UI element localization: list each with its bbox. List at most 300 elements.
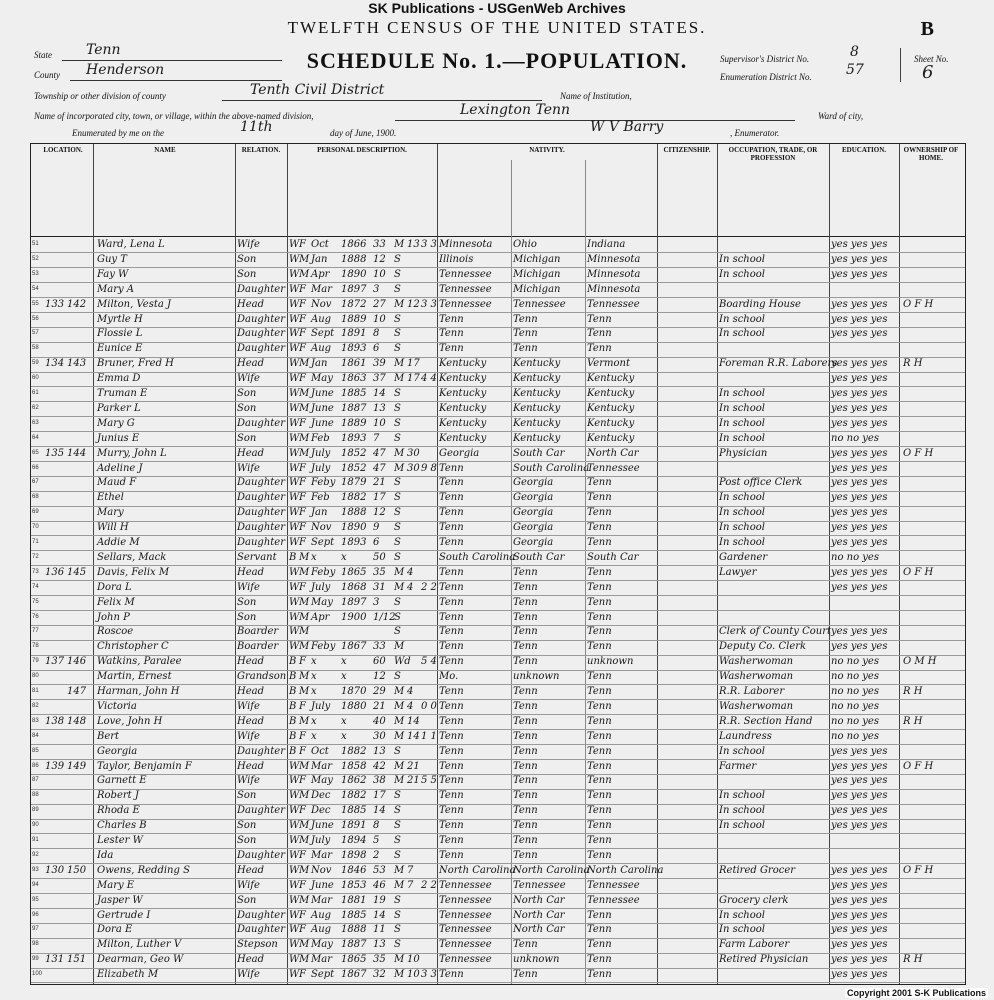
cell-month: x: [311, 671, 317, 683]
cell-dwelling: [45, 267, 65, 282]
cell-children: 2 2: [421, 879, 437, 891]
cell-occupation: Washerwoman: [719, 656, 794, 668]
line-number: 52: [32, 255, 39, 262]
cell-dwelling: 134: [45, 358, 65, 370]
cell-mother: Tenn: [587, 969, 612, 981]
cell-own: [903, 282, 963, 297]
cell-birth: Tenn: [439, 581, 464, 593]
cell-children: [421, 550, 437, 565]
cell-year: 1846: [341, 864, 367, 876]
cell-education: [831, 595, 899, 610]
cell-father: South Car: [513, 447, 565, 459]
cell-marital: S: [394, 671, 401, 683]
cell-dwelling: [45, 893, 65, 908]
cell-education: yes yes yes: [831, 820, 888, 832]
cell-year: 1865: [341, 566, 367, 578]
cell-dwelling: [45, 386, 65, 401]
cell-relation: Son: [237, 820, 257, 832]
cell-month: Apr: [311, 611, 330, 623]
cell-month: Mar: [311, 849, 332, 861]
enumeration-label: Enumeration District No.: [720, 72, 812, 82]
cell-family: [67, 580, 91, 595]
cell-month: x: [311, 686, 317, 697]
cell-race: W: [289, 343, 300, 355]
cell-relation: Wife: [237, 879, 260, 891]
cell-family: 146: [67, 656, 87, 668]
state-value: Tenn: [86, 42, 121, 58]
cell-race: W: [289, 760, 300, 772]
cell-age: 50: [373, 551, 386, 563]
cell-race: W: [289, 641, 300, 653]
cell-own: [903, 878, 963, 893]
cell-year: 1868: [341, 581, 367, 593]
group-relation: RELATION.: [241, 146, 281, 154]
cell-father: Tenn: [513, 775, 538, 787]
cell-children: [421, 416, 437, 431]
cell-own: [903, 341, 963, 356]
cell-year: 1897: [341, 283, 367, 295]
cell-education: yes yes yes: [831, 969, 888, 981]
cell-own: [903, 371, 963, 386]
cell-own: R H: [903, 715, 923, 727]
cell-race: W: [289, 939, 300, 951]
cell-father: Michigan: [513, 268, 561, 280]
line-number: 76: [32, 613, 39, 620]
cell-education: no no yes: [831, 432, 879, 444]
cell-sex: F: [299, 417, 306, 429]
cell-marital: M: [394, 879, 405, 891]
cell-dwelling: 135: [45, 447, 65, 459]
cell-race: W: [289, 432, 300, 444]
cell-birth: Tennessee: [439, 894, 492, 906]
cell-name: Dora L: [97, 581, 132, 593]
cell-children: [421, 684, 437, 699]
cell-birth: Tenn: [439, 611, 464, 623]
cell-name: Ida: [97, 849, 114, 861]
cell-mother: Indiana: [587, 239, 626, 250]
cell-own: [903, 848, 963, 863]
cell-education: yes yes yes: [831, 239, 888, 250]
line-number: 51: [32, 241, 39, 247]
cell-relation: Daughter: [237, 492, 285, 504]
cell-education: yes yes yes: [831, 775, 888, 787]
cell-year: 1867: [341, 641, 367, 653]
cell-birth: Tenn: [439, 507, 464, 519]
cell-birth: Tenn: [439, 343, 464, 355]
copyright-notice: Copyright 2001 S-K Publications: [846, 988, 986, 998]
cell-race: W: [289, 388, 300, 399]
cell-father: North Car: [513, 894, 565, 906]
group-nativity: NATIVITY.: [529, 146, 565, 154]
line-number: 54: [32, 285, 39, 292]
cell-race: W: [289, 522, 300, 534]
cell-mother: Tenn: [587, 700, 612, 712]
line-number: 58: [32, 345, 39, 352]
cell-age: 32: [373, 969, 386, 981]
cell-mother: Tenn: [587, 641, 612, 653]
cell-family: [67, 267, 91, 282]
cell-year: 1882: [341, 745, 367, 757]
cell-father: Tenn: [513, 969, 538, 981]
cell-birth: Tenn: [439, 805, 464, 817]
cell-age: 5: [373, 835, 380, 846]
cell-occupation: R.R. Laborer: [719, 686, 785, 697]
cell-mother: Tenn: [587, 835, 612, 846]
cell-years-married: [407, 654, 421, 669]
cell-birth: Tenn: [439, 686, 464, 697]
cell-mother: Tenn: [587, 343, 612, 355]
cell-children: 9 8: [421, 462, 437, 474]
cell-own: O F H: [903, 566, 934, 578]
cell-relation: Son: [237, 432, 257, 444]
cell-sex: F: [299, 775, 306, 787]
cell-education: yes yes yes: [831, 954, 888, 966]
cell-name: Emma D: [97, 373, 141, 385]
line-number: 89: [32, 807, 39, 814]
cell-father: Tenn: [513, 313, 538, 325]
cell-own: O F H: [903, 864, 934, 876]
cell-own: [903, 416, 963, 431]
cell-years-married: [407, 252, 421, 267]
cell-own: [903, 237, 963, 252]
cell-occupation: [719, 282, 829, 297]
group-location: LOCATION.: [43, 146, 83, 154]
cell-mother: Kentucky: [587, 373, 635, 385]
cell-month: Aug: [311, 924, 332, 936]
city-label: Name of incorporated city, town, or village, within the above-named division,: [34, 111, 314, 121]
line-number: 88: [32, 792, 39, 799]
cell-years-married: [407, 803, 421, 818]
cell-children: 0 0: [421, 700, 437, 712]
line-number: 81: [32, 688, 39, 694]
cell-mother: Kentucky: [587, 388, 635, 399]
group-occupation: OCCUPATION, TRADE, OR PROFESSION: [728, 146, 818, 162]
cell-mother: Kentucky: [587, 402, 635, 414]
cell-education: yes yes yes: [831, 641, 888, 653]
cell-years-married: [407, 386, 421, 401]
cell-birth: Tennessee: [439, 298, 492, 310]
cell-relation: Head: [237, 954, 265, 966]
cell-father: Tenn: [513, 343, 538, 355]
cell-mother: Kentucky: [587, 432, 635, 444]
line-number: 98: [32, 941, 39, 948]
cell-birth: Minnesota: [439, 239, 493, 250]
cell-race: B: [289, 656, 297, 668]
cell-family: [67, 699, 91, 714]
cell-relation: Daughter: [237, 477, 285, 489]
cell-children: [421, 535, 437, 550]
cell-father: Kentucky: [513, 358, 561, 370]
cell-race: W: [289, 328, 300, 340]
cell-age: [373, 624, 393, 639]
cell-name: Bert: [97, 730, 120, 742]
cell-sex: M: [299, 611, 310, 623]
cell-education: yes yes yes: [831, 805, 888, 817]
line-number: 59: [32, 360, 39, 367]
cell-relation: Daughter: [237, 507, 285, 519]
cell-mother: Tenn: [587, 313, 612, 325]
county-rule: [70, 80, 282, 81]
cell-children: [421, 624, 437, 639]
cell-occupation: In school: [719, 388, 765, 399]
cell-relation: Daughter: [237, 849, 285, 861]
cell-year: 1898: [341, 849, 367, 861]
cell-mother: Tenn: [587, 745, 612, 757]
group-citizenship: CITIZENSHIP.: [663, 146, 711, 154]
cell-father: Tenn: [513, 849, 538, 861]
cell-family: [67, 639, 91, 654]
cell-year: 1887: [341, 939, 367, 951]
cell-father: Tenn: [513, 745, 538, 757]
line-number: 69: [32, 509, 39, 516]
cell-age: 9: [373, 522, 380, 534]
cell-birth: Tenn: [439, 596, 464, 608]
cell-month: Mar: [311, 954, 332, 966]
cell-mother: Tenn: [587, 760, 612, 772]
cell-dwelling: [45, 341, 65, 356]
cell-name: Milton, Vesta J: [97, 298, 171, 310]
cell-own: [903, 967, 963, 982]
cell-education: [831, 341, 899, 356]
cell-race: W: [289, 805, 300, 817]
cell-relation: Wife: [237, 730, 260, 742]
cell-marital: S: [394, 596, 401, 608]
cell-own: [903, 803, 963, 818]
cell-children: 1 1: [421, 730, 437, 742]
cell-years-married: [407, 624, 421, 639]
cell-father: Kentucky: [513, 432, 561, 444]
cell-race: W: [289, 402, 300, 414]
cell-marital: S: [394, 820, 401, 832]
enumerated-day: 11th: [240, 119, 273, 135]
cell-year: 1885: [341, 909, 367, 921]
line-number: 56: [32, 315, 39, 322]
cell-age: 10: [373, 417, 386, 429]
cell-sex: F: [299, 298, 306, 310]
cell-own: [903, 729, 963, 744]
cell-education: yes yes yes: [831, 522, 888, 534]
cell-year: 1894: [341, 835, 367, 846]
cell-month: Oct: [311, 239, 329, 250]
cell-name: Elizabeth M: [97, 969, 159, 981]
cell-year: 1893: [341, 432, 367, 444]
cell-relation: Son: [237, 894, 257, 906]
cell-race: B: [289, 686, 297, 697]
cell-father: Tennessee: [513, 298, 566, 310]
state-label: State: [34, 50, 52, 60]
cell-family: [67, 624, 91, 639]
cell-mother: Tenn: [587, 596, 612, 608]
cell-father: Georgia: [513, 507, 554, 519]
cell-children: [421, 431, 437, 446]
cell-month: Sept: [311, 537, 335, 548]
cell-family: 151: [67, 954, 87, 966]
cell-mother: Tenn: [587, 820, 612, 832]
cell-month: Feby: [311, 641, 336, 653]
cell-year: 1885: [341, 805, 367, 817]
cell-sex: F: [299, 581, 306, 593]
cell-birth: Kentucky: [439, 402, 487, 414]
cell-father: Tenn: [513, 611, 538, 623]
cell-marital: S: [394, 268, 401, 280]
cell-name: Dearman, Geo W: [97, 954, 184, 966]
cell-year: 1882: [341, 790, 367, 802]
cell-dwelling: [45, 669, 65, 684]
cell-month: x: [311, 715, 317, 727]
cell-father: Tenn: [513, 626, 538, 638]
cell-family: [67, 535, 91, 550]
county-value: Henderson: [86, 62, 165, 78]
line-number: 78: [32, 643, 39, 650]
cell-education: yes yes yes: [831, 402, 888, 414]
cell-marital: S: [394, 283, 401, 295]
supervisor-label: Supervisor's District No.: [720, 54, 810, 64]
cell-father: North Car: [513, 909, 565, 921]
cell-relation: Son: [237, 790, 257, 802]
cell-dwelling: [45, 788, 65, 803]
cell-occupation: In school: [719, 924, 765, 936]
cell-dwelling: [45, 490, 65, 505]
cell-birth: Tennessee: [439, 283, 492, 295]
cell-sex: M: [299, 715, 310, 727]
enumerator-value: W V Barry: [590, 119, 664, 135]
cell-children: [421, 326, 437, 341]
cell-birth: Tenn: [439, 820, 464, 832]
cell-marital: S: [394, 477, 401, 489]
cell-age: 3: [373, 283, 380, 295]
cell-name: Harman, John H: [97, 686, 180, 697]
cell-sex: M: [299, 686, 310, 697]
cell-mother: Tenn: [587, 849, 612, 861]
cell-age: 13: [373, 939, 386, 951]
cell-race: W: [289, 924, 300, 936]
sheet-label: Sheet No.: [914, 54, 949, 64]
cell-years-married: [407, 818, 421, 833]
line-number: 73: [32, 568, 39, 575]
cell-sex: M: [299, 388, 310, 399]
cell-children: [421, 952, 437, 967]
cell-years-married: 7: [407, 864, 414, 876]
cell-occupation: [719, 848, 829, 863]
cell-family: [67, 818, 91, 833]
cell-month: Feby: [311, 477, 336, 489]
cell-years-married: [407, 505, 421, 520]
cell-sex: F: [299, 239, 306, 250]
cell-children: [421, 744, 437, 759]
cell-occupation: In school: [719, 820, 765, 832]
cell-race: W: [289, 447, 300, 459]
cell-year: 1861: [341, 358, 367, 370]
cell-marital: Wd: [394, 656, 411, 668]
cell-relation: Head: [237, 760, 265, 772]
cell-sex: M: [299, 253, 310, 265]
cell-occupation: In school: [719, 313, 765, 325]
cell-children: [421, 788, 437, 803]
cell-relation: Daughter: [237, 283, 285, 295]
cell-children: 4 4: [421, 373, 437, 385]
cell-sex: M: [299, 864, 310, 876]
line-number: 57: [32, 330, 39, 337]
cell-occupation: Laundress: [719, 730, 772, 742]
line-number: 93: [32, 866, 39, 873]
cell-month: Nov: [311, 522, 332, 534]
cell-race: W: [289, 894, 300, 906]
cell-month: [311, 624, 341, 639]
cell-years-married: 14: [407, 715, 420, 727]
cell-name: Eunice E: [97, 343, 143, 355]
cell-mother: Kentucky: [587, 417, 635, 429]
cell-race: W: [289, 849, 300, 861]
cell-dwelling: [45, 550, 65, 565]
cell-relation: Head: [237, 566, 265, 578]
cell-children: 3 3: [421, 239, 437, 250]
cell-relation: Son: [237, 835, 257, 846]
cell-children: [421, 669, 437, 684]
cell-year: 1890: [341, 268, 367, 280]
cell-relation: Daughter: [237, 909, 285, 921]
cell-name: Junius E: [97, 432, 140, 444]
cell-own: [903, 505, 963, 520]
cell-family: [67, 520, 91, 535]
cell-family: [67, 416, 91, 431]
cell-month: May: [311, 373, 333, 385]
cell-years-married: 21: [407, 775, 420, 787]
cell-race: W: [289, 835, 300, 846]
sheet-value: 6: [922, 62, 934, 83]
cell-own: R H: [903, 686, 923, 697]
cell-relation: Boarder: [237, 641, 279, 653]
cell-month: Feby: [311, 566, 336, 578]
cell-mother: unknown: [587, 656, 634, 668]
township-value: Tenth Civil District: [250, 82, 385, 98]
cell-father: Tenn: [513, 686, 538, 697]
cell-month: Aug: [311, 313, 332, 325]
cell-dwelling: [45, 580, 65, 595]
cell-children: [421, 505, 437, 520]
cell-dwelling: [45, 818, 65, 833]
cell-years-married: 4: [407, 700, 414, 712]
cell-name: Adeline J: [97, 462, 143, 474]
cell-education: yes yes yes: [831, 537, 888, 548]
cell-children: 5 5: [421, 775, 437, 787]
cell-father: unknown: [513, 671, 560, 683]
cell-marital: S: [394, 402, 401, 414]
cell-dwelling: [45, 803, 65, 818]
cell-children: [421, 282, 437, 297]
cell-year: [341, 624, 371, 639]
cell-family: 149: [67, 760, 87, 772]
cell-name: Maud F: [97, 477, 137, 489]
cell-children: [421, 610, 437, 625]
cell-children: [421, 639, 437, 654]
cell-marital: M: [394, 730, 405, 742]
line-number: 74: [32, 583, 39, 590]
cell-month: June: [311, 388, 334, 399]
cell-month: July: [311, 447, 331, 459]
cell-month: July: [311, 700, 331, 712]
cell-month: Aug: [311, 909, 332, 921]
cell-sex: M: [299, 447, 310, 459]
cell-years-married: [407, 937, 421, 952]
cell-age: 38: [373, 775, 386, 787]
cell-age: 10: [373, 313, 386, 325]
cell-years-married: 30: [407, 462, 420, 474]
cell-occupation: Boarding House: [719, 298, 801, 310]
cell-marital: S: [394, 551, 401, 563]
cell-mother: Tennessee: [587, 298, 640, 310]
cell-mother: Tenn: [587, 328, 612, 340]
cell-family: 143: [67, 358, 87, 370]
